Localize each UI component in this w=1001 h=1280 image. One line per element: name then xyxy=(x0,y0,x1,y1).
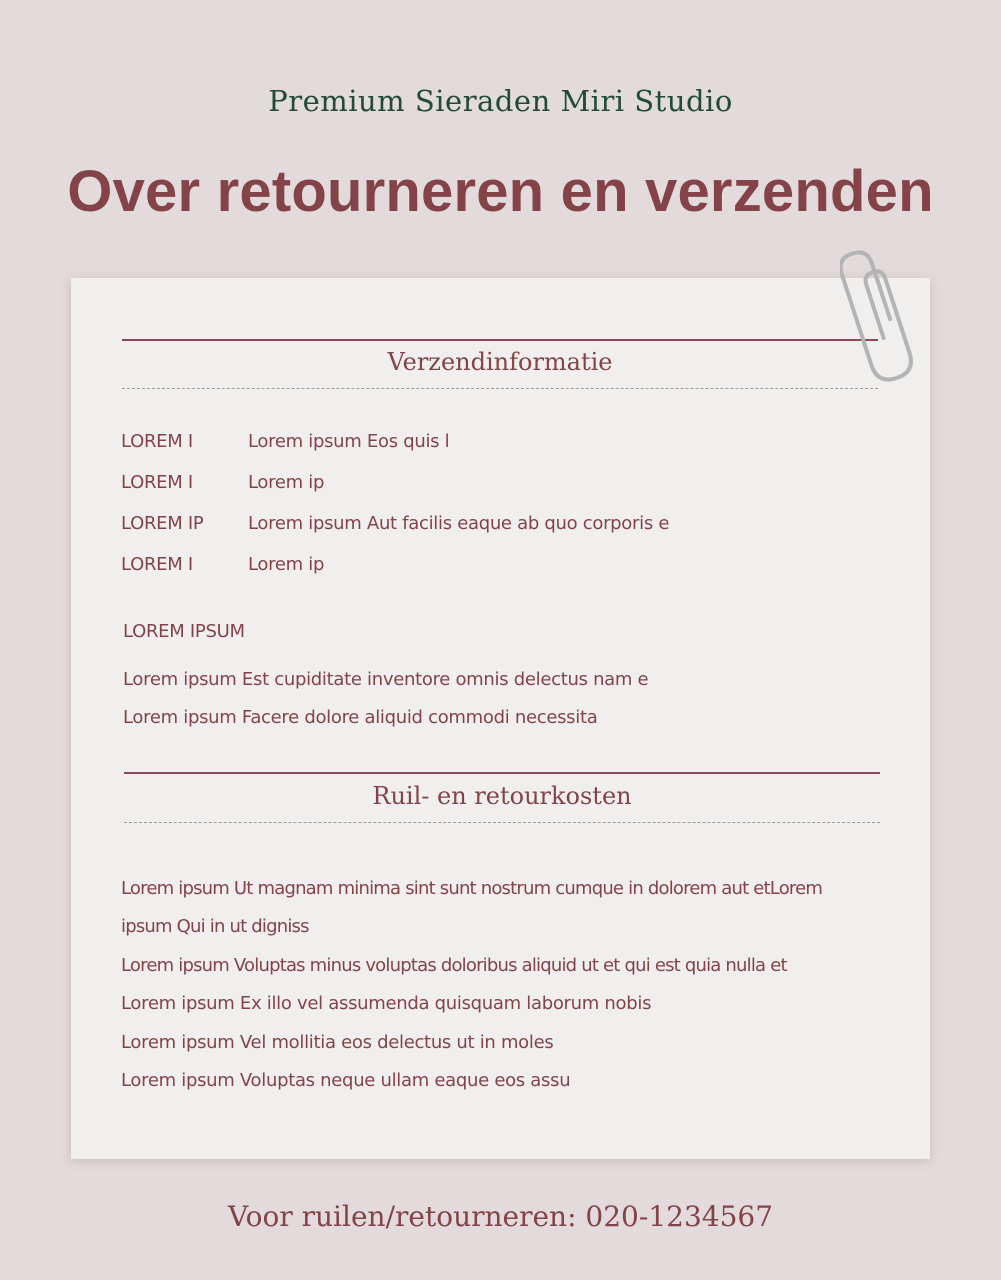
page-title: Over retourneren en verzenden xyxy=(67,159,934,224)
shipping-subheading: LOREM IPSUM xyxy=(123,621,245,642)
contact-footer: Voor ruilen/retourneren: 020-1234567 xyxy=(227,1200,774,1233)
section-title-shipping: Verzendinformatie xyxy=(387,348,613,376)
section-dashed-divider xyxy=(122,388,878,389)
returns-line: Lorem ipsum Vel mollitia eos delectus ut in moles xyxy=(121,1032,554,1053)
shipping-row-value: Lorem ipsum Eos quis l xyxy=(248,431,450,452)
paperclip-icon xyxy=(840,242,920,387)
shipping-row-label: LOREM I xyxy=(121,431,193,452)
section-dashed-divider xyxy=(124,822,880,823)
section-title-returns: Ruil- en retourkosten xyxy=(372,782,632,810)
returns-line: Lorem ipsum Voluptas minus voluptas doloribus aliquid ut et qui est quia nulla et xyxy=(121,955,787,976)
returns-line: ipsum Qui in ut digniss xyxy=(121,916,309,937)
returns-line: Lorem ipsum Ex illo vel assumenda quisquam laborum nobis xyxy=(121,993,652,1014)
section-top-rule xyxy=(124,772,880,774)
shipping-row-label: LOREM I xyxy=(121,554,193,575)
brand-name: Premium Sieraden Miri Studio xyxy=(268,84,733,118)
section-top-rule xyxy=(122,339,878,341)
returns-line: Lorem ipsum Voluptas neque ullam eaque eos assu xyxy=(121,1070,571,1091)
shipping-line: Lorem ipsum Facere dolore aliquid commodi necessita xyxy=(123,707,598,728)
shipping-row-value: Lorem ip xyxy=(248,472,325,493)
shipping-row-value: Lorem ipsum Aut facilis eaque ab quo corporis e xyxy=(248,513,670,534)
shipping-row-label: LOREM IP xyxy=(121,513,204,534)
returns-line: Lorem ipsum Ut magnam minima sint sunt nostrum cumque in dolorem aut etLorem xyxy=(121,878,823,899)
shipping-row-label: LOREM I xyxy=(121,472,193,493)
shipping-row-value: Lorem ip xyxy=(248,554,325,575)
shipping-line: Lorem ipsum Est cupiditate inventore omnis delectus nam e xyxy=(123,669,649,690)
